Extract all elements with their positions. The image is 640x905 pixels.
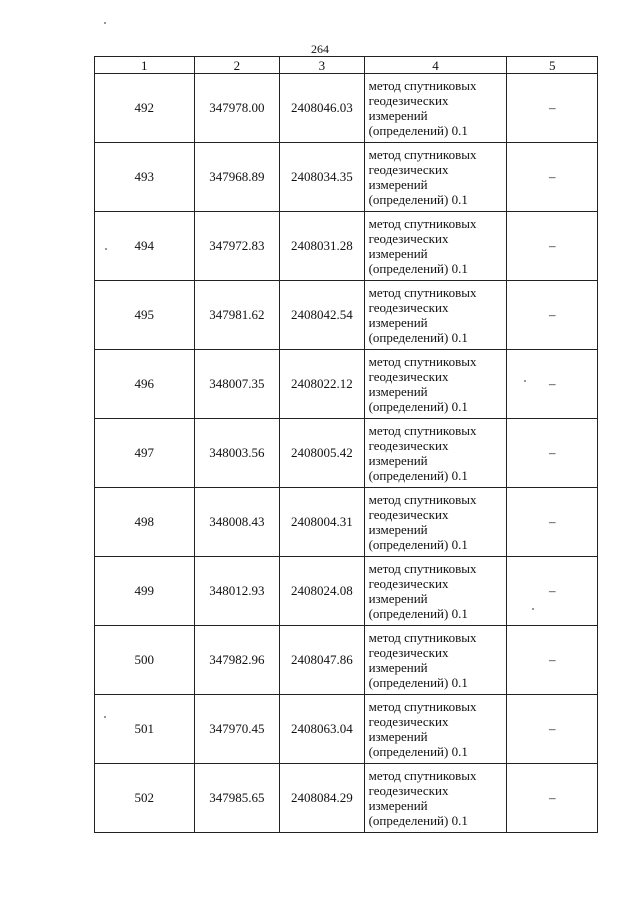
note-cell: – xyxy=(507,764,598,833)
x-coordinate-cell: 347968.89 xyxy=(194,143,280,212)
y-coordinate-cell: 2408042.54 xyxy=(280,281,365,350)
point-number-cell: 492 xyxy=(95,74,195,143)
y-coordinate-cell: 2408024.08 xyxy=(280,557,365,626)
method-line: измерений xyxy=(368,108,428,123)
point-number-cell: 495 xyxy=(95,281,195,350)
note-cell: – xyxy=(507,74,598,143)
method-line: (определений) 0.1 xyxy=(368,261,468,276)
table-header-row xyxy=(95,57,598,74)
table-row xyxy=(95,626,598,695)
y-coordinate-cell: 2408004.31 xyxy=(280,488,365,557)
scan-speck xyxy=(104,716,106,718)
method-line: измерений xyxy=(368,660,428,675)
table-row xyxy=(95,212,598,281)
note-cell: – xyxy=(507,488,598,557)
method-cell xyxy=(364,143,507,212)
note-cell: – xyxy=(507,557,598,626)
point-number-cell: 498 xyxy=(95,488,195,557)
method-line: метод спутниковых xyxy=(368,423,477,438)
x-coordinate-cell: 347970.45 xyxy=(194,695,280,764)
y-coordinate-cell: 2408031.28 xyxy=(280,212,365,281)
method-line: геодезических xyxy=(368,714,449,729)
y-coordinate-cell: 2408034.35 xyxy=(280,143,365,212)
scan-speck xyxy=(104,22,106,24)
x-coordinate-cell: 347972.83 xyxy=(194,212,280,281)
method-line: геодезических xyxy=(368,369,449,384)
method-line: измерений xyxy=(368,315,428,330)
x-coordinate-cell: 348007.35 xyxy=(194,350,280,419)
table-row xyxy=(95,74,598,143)
method-line: измерений xyxy=(368,798,428,813)
x-coordinate-cell: 347985.65 xyxy=(194,764,280,833)
method-line: (определений) 0.1 xyxy=(368,537,468,552)
scan-speck xyxy=(532,608,534,610)
method-line: геодезических xyxy=(368,576,449,591)
column-header-5: 5 xyxy=(507,57,598,74)
method-line: (определений) 0.1 xyxy=(368,744,468,759)
point-number-cell: 493 xyxy=(95,143,195,212)
point-number-cell: 497 xyxy=(95,419,195,488)
method-line: метод спутниковых xyxy=(368,354,477,369)
method-cell xyxy=(364,695,507,764)
method-line: измерений xyxy=(368,591,428,606)
method-line: геодезических xyxy=(368,438,449,453)
column-header-4: 4 xyxy=(364,57,507,74)
table-row xyxy=(95,695,598,764)
method-line: геодезических xyxy=(368,507,449,522)
x-coordinate-cell: 347981.62 xyxy=(194,281,280,350)
table-row xyxy=(95,281,598,350)
method-line: (определений) 0.1 xyxy=(368,330,468,345)
method-cell xyxy=(364,281,507,350)
method-line: (определений) 0.1 xyxy=(368,606,468,621)
note-cell: – xyxy=(507,626,598,695)
point-number-cell: 499 xyxy=(95,557,195,626)
point-number-cell: 494 xyxy=(95,212,195,281)
point-number-cell: 496 xyxy=(95,350,195,419)
method-line: геодезических xyxy=(368,231,449,246)
method-line: измерений xyxy=(368,729,428,744)
method-line: измерений xyxy=(368,246,428,261)
column-header-2: 2 xyxy=(194,57,280,74)
note-cell: – xyxy=(507,212,598,281)
method-cell xyxy=(364,350,507,419)
y-coordinate-cell: 2408005.42 xyxy=(280,419,365,488)
method-line: метод спутниковых xyxy=(368,78,477,93)
y-coordinate-cell: 2408084.29 xyxy=(280,764,365,833)
column-header-1: 1 xyxy=(95,57,195,74)
note-cell: – xyxy=(507,143,598,212)
method-cell xyxy=(364,626,507,695)
y-coordinate-cell: 2408046.03 xyxy=(280,74,365,143)
scan-speck xyxy=(524,380,526,382)
method-line: метод спутниковых xyxy=(368,216,477,231)
table-row xyxy=(95,488,598,557)
method-line: геодезических xyxy=(368,300,449,315)
table-row xyxy=(95,764,598,833)
method-line: метод спутниковых xyxy=(368,699,477,714)
method-line: геодезических xyxy=(368,93,449,108)
coordinates-table xyxy=(94,56,598,833)
x-coordinate-cell: 347982.96 xyxy=(194,626,280,695)
method-line: (определений) 0.1 xyxy=(368,468,468,483)
method-line: метод спутниковых xyxy=(368,561,477,576)
point-number-cell: 501 xyxy=(95,695,195,764)
method-cell xyxy=(364,557,507,626)
method-cell xyxy=(364,419,507,488)
page-number: 264 xyxy=(311,42,329,56)
method-line: метод спутниковых xyxy=(368,492,477,507)
method-line: геодезических xyxy=(368,162,449,177)
method-line: (определений) 0.1 xyxy=(368,675,468,690)
y-coordinate-cell: 2408047.86 xyxy=(280,626,365,695)
method-line: измерений xyxy=(368,384,428,399)
column-header-3: 3 xyxy=(280,57,365,74)
note-cell: – xyxy=(507,695,598,764)
method-line: геодезических xyxy=(368,783,449,798)
x-coordinate-cell: 348008.43 xyxy=(194,488,280,557)
method-cell xyxy=(364,488,507,557)
table-row xyxy=(95,419,598,488)
y-coordinate-cell: 2408022.12 xyxy=(280,350,365,419)
method-line: (определений) 0.1 xyxy=(368,123,468,138)
scan-speck xyxy=(105,248,107,250)
x-coordinate-cell: 347978.00 xyxy=(194,74,280,143)
note-cell: – xyxy=(507,350,598,419)
y-coordinate-cell: 2408063.04 xyxy=(280,695,365,764)
method-line: (определений) 0.1 xyxy=(368,813,468,828)
method-line: (определений) 0.1 xyxy=(368,192,468,207)
point-number-cell: 502 xyxy=(95,764,195,833)
point-number-cell: 500 xyxy=(95,626,195,695)
x-coordinate-cell: 348012.93 xyxy=(194,557,280,626)
table-row xyxy=(95,557,598,626)
method-cell xyxy=(364,764,507,833)
method-line: метод спутниковых xyxy=(368,147,477,162)
x-coordinate-cell: 348003.56 xyxy=(194,419,280,488)
method-cell xyxy=(364,74,507,143)
method-line: измерений xyxy=(368,453,428,468)
method-cell xyxy=(364,212,507,281)
table-row xyxy=(95,350,598,419)
table-row xyxy=(95,143,598,212)
method-line: геодезических xyxy=(368,645,449,660)
method-line: метод спутниковых xyxy=(368,285,477,300)
method-line: измерений xyxy=(368,177,428,192)
method-line: (определений) 0.1 xyxy=(368,399,468,414)
method-line: метод спутниковых xyxy=(368,768,477,783)
method-line: метод спутниковых xyxy=(368,630,477,645)
note-cell: – xyxy=(507,419,598,488)
note-cell: – xyxy=(507,281,598,350)
method-line: измерений xyxy=(368,522,428,537)
table-body xyxy=(95,74,598,833)
